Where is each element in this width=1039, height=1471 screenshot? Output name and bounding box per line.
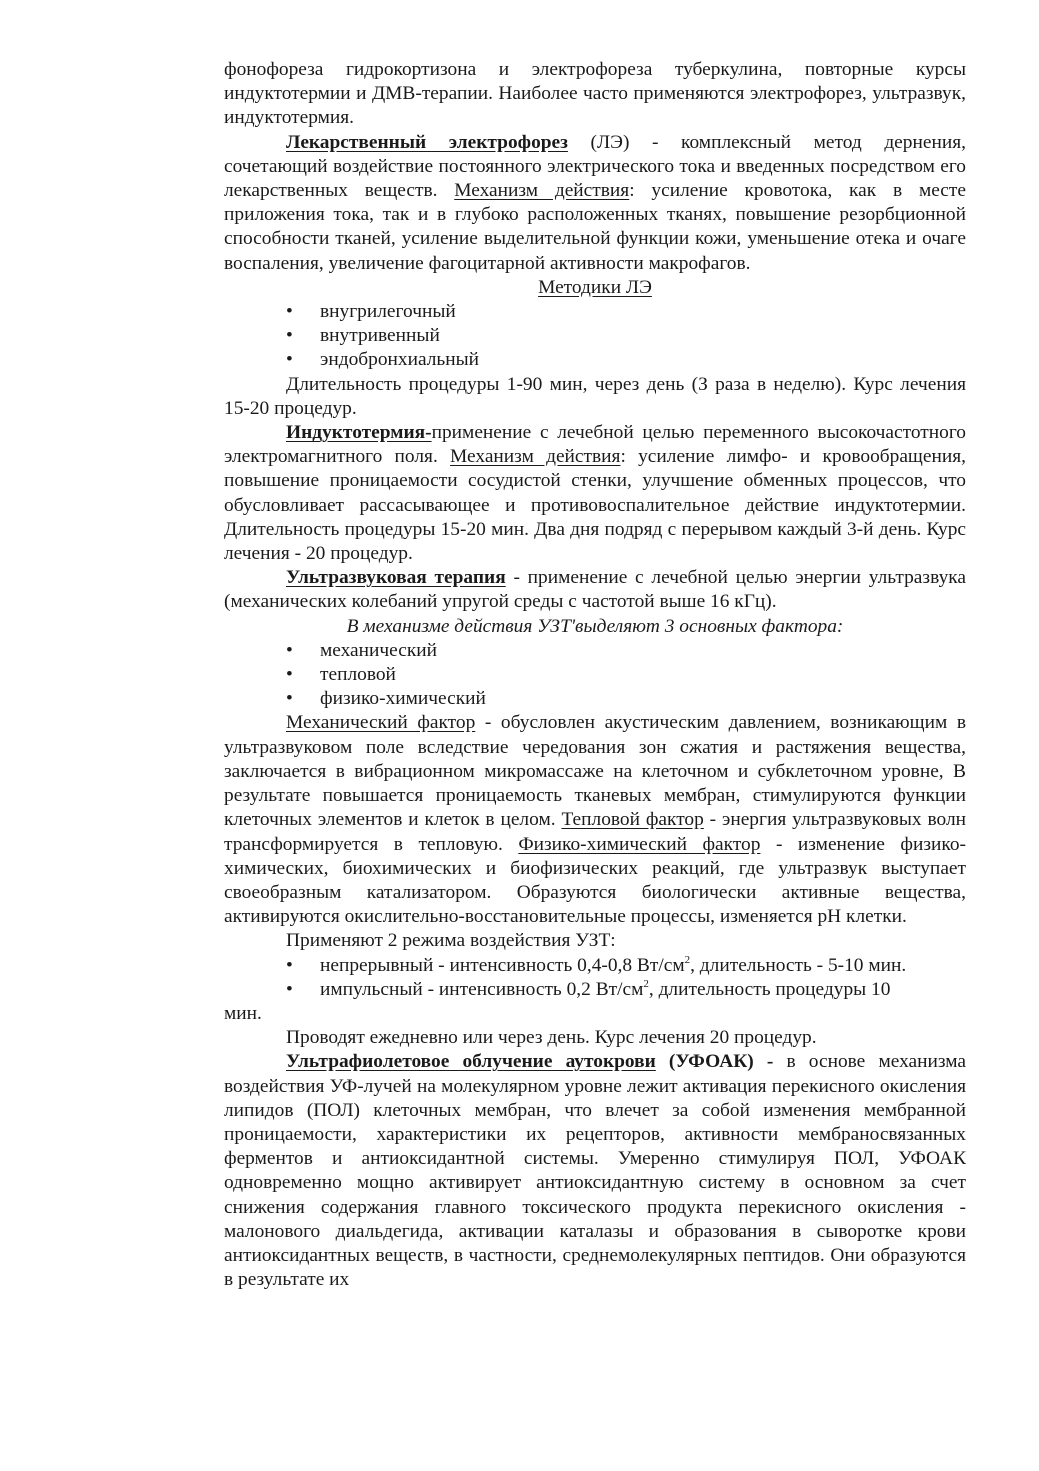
mode-2-sup: 2 [643,977,649,990]
term-inductothermy: Индуктотермия- [286,422,432,444]
term-ultrasound: Ультразвуковая терапия [286,567,506,589]
paragraph-course: Проводят ежедневно или через день. Курс лечения 20 процедур. [286,1027,817,1049]
electrophoresis-def-1: (ЛЭ) - комплексный метод дернения, сочетающий воздействие постоянного электрического тока и введенных посредством его лекарственных веществ. [224,131,966,202]
mechanism-label: Механизм действия [450,446,621,468]
electrophoresis-def-2: : усиление кровотока, как в месте приложения тока, так и в глубоко расположенных тканях, повышение резорбционной способности тканей, усиление выделительной функции кожи, уменьшение отека и очаге воспаления, увеличение фагоцитарной активности макрофагов. [224,180,966,274]
list-item: • механический [224,639,966,663]
mode-1-tail: , длительность - 5-10 мин. [690,954,907,976]
mode-1-text: непрерывный - интенсивность 0,4-0,8 Вт/см [320,954,685,976]
methods-list [224,300,966,373]
chemical-factor-text: - изменение физико-химических, биохимических и биофизических реакций, где ультразвук выступает своеобразным катализатором. Образуются биологически активные вещества, активируются окислительно-восстановительные процессы, изменяется pH клетки. [224,833,966,928]
mode-2-tail: , длительность процедуры 10 [648,978,891,1000]
inductothermy-def-2: : усиление лимфо- и кровообращения, повышение проницаемости сосудистой стенки, улучшение обменных процессов, что обусловливает рассасывающее и противовоспалительное действие индуктотермии. Длительность процедуры 15-20 мин. Два дня подряд с перерывом каждый 3-й день. Курс лечения - 20 процедур. [224,446,966,565]
mechanical-factor-label: Механический фактор [286,712,476,734]
heat-factor-text: - энергия ультразвуковых волн трансформируется в тепловую. [224,809,966,855]
inductothermy-def-1: применение с лечебной целью переменного высокочастотного электромагнитного поля. [224,422,966,468]
term-ufoak: Ультрафиолетовое облучение аутокрови [286,1051,656,1073]
list-item: • физико-химический [224,687,966,711]
list-item: • внугрилегочный [224,300,966,324]
ultrasound-def: - применение с лечебной целью энергии ультразвука (механических колебаний упругой среды с частотой выше 16 кГц). [224,567,966,613]
mode-1-sup: 2 [684,953,691,966]
factors-heading: В механизме действия УЗТ'выделяют 3 основных фактора: [346,615,844,637]
paragraph-duration: Длительность процедуры 1-90 мин, через день (З раза в неделю). Курс лечения 15-20 процедур. [224,373,966,419]
methods-heading [224,276,966,300]
mode-2-continuation: мин. [224,1002,262,1024]
factors-list [224,639,966,712]
paragraph-intro: фонофореза гидрокортизона и электрофореза туберкулина, повторные курсы индуктотермии и ДМВ-терапии. Наиболее часто применяются электрофорез, ультразвук, индуктотермия. [224,59,966,129]
paragraph-ufoak [224,1050,966,1292]
mode-2-text: импульсный - интенсивность 0,2 Вт/см [320,978,644,1000]
list-item [224,954,966,978]
paragraph-inductothermy [224,421,966,566]
ufoak-def: в основе механизма воздействия УФ-лучей на молекулярном уровне лежит активация перекисного окисления липидов (ПОЛ) клеточных мембран, что влечет за собой изменения мембранной проницаемости, характеристики их рецепторов, активности мембраносвязанных ферментов и антиоксидантной системы. Умеренно стимулируя ПОЛ, УФОАК одновременно мощно активирует антиоксидантную систему в основном за счет снижения содержания главного токсического продукта перекисного окисления - малонового диальдегида, активации каталазы и образования в сыворотке крови антиоксидантных веществ, в частности, среднемолекулярных пептидов. Они образуются в результате их [224,1051,966,1291]
chemical-factor-label: Физико-химический фактор [518,833,761,855]
document-page [224,58,966,1292]
mechanism-label: Механизм действия [454,180,630,202]
mechanical-factor-text: - обусловлен акустическим давлением, возникающим в ультразвуковом поле вследствие чередования зон сжатия и растяжения вещества, заключается в вибрационном микромассаже на клеточном и субклеточном уровне, В результате повышается проницаемость тканевых мембран, стимулируются функции клеточных элементов и клеток в целом. [224,712,966,831]
ufoak-abbr: (УФОАК) - [655,1051,774,1073]
list-item [224,978,966,1002]
paragraph-electrophoresis [224,131,966,276]
paragraph-factors [224,711,966,929]
paragraph-ultrasound [224,566,966,614]
list-item: • тепловой [224,663,966,687]
modes-heading: Применяют 2 режима воздействия УЗТ: [286,930,616,952]
modes-list [224,954,966,1002]
term-electrophoresis: Лекарственный электрофорез [286,131,568,153]
list-item: • эндобронхиальный [224,348,966,372]
methods-heading-text: Методики ЛЭ [538,276,652,298]
list-item: • внутривенный [224,324,966,348]
heat-factor-label: Тепловой фактор [561,809,704,831]
